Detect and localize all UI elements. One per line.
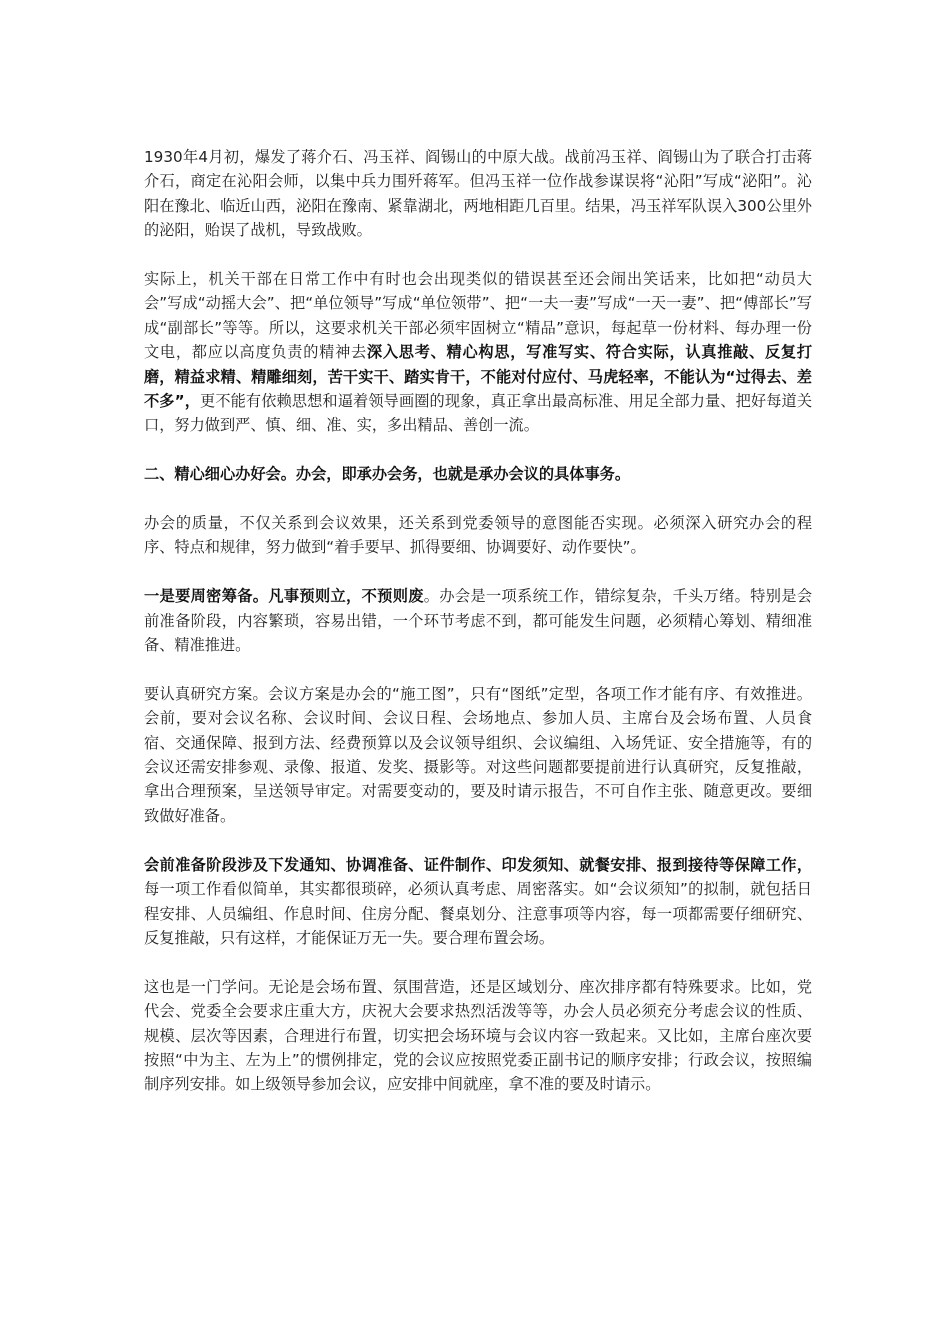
paragraph-pre-meeting-tasks <box>144 853 812 951</box>
text-run: 更不能有依赖思想和逼着领导画圈的现象，真正拿出最高标准、用足全部力量、把好每道关口，努力做到严、慎、细、准、实，多出精品、善创一流。 <box>144 392 813 435</box>
section-heading-text: 二、精心细心办好会。办会，即承办会务，也就是承办会议的具体事务。 <box>144 465 630 484</box>
paragraph-central-plains-war <box>144 145 812 243</box>
text-run: 1930年4月初，爆发了蒋介石、冯玉祥、阎锡山的中原大战。战前冯玉祥、阎锡山为了联合打击蒋介石，商定在沁阳会师，以集中兵力围歼蒋军。但冯玉祥一位作战参谋误将“沁阳”写成“泌阳”。沁阳在豫北、临近山西，泌阳在豫南、紧靠湖北，两地相距几百里。结果，冯玉祥军队误入300公里外的泌阳，贻误了战机，导致战败。 <box>144 148 812 240</box>
text-run-bold: 会前准备阶段涉及下发通知、协调准备、证件制作、印发须知、就餐安排、报到接待等保障工作， <box>144 855 812 874</box>
document-body <box>144 145 812 1121</box>
text-run: 这也是一门学问。无论是会场布置、氛围营造，还是区域划分、座次排序都有特殊要求。比如，党代会、党委全会要求庄重大方，庆祝大会要求热烈活泼等等，办会人员必须充分考虑会议的性质、规模、层次等因素，合理进行布置，切实把会场环境与会议内容一致起来。又比如，主席台座次要按照“中为主、左为上”的惯例排定，党的会议应按照党委正副书记的顺序安排；行政会议，按照编制序列安排。如上级领导参加会议，应安排中间就座，拿不准的要及时请示。 <box>144 977 812 1094</box>
text-run: 办会的质量，不仅关系到会议效果，还关系到党委领导的意图能否实现。必须深入研究办会的程序、特点和规律，努力做到“着手要早、抓得要细、协调要好、动作要快”。 <box>144 514 812 557</box>
paragraph-meeting-quality <box>144 511 812 560</box>
paragraph-quality-awareness <box>144 267 812 438</box>
text-run: 每一项工作看似简单，其实都很琐碎，必须认真考虑、周密落实。如“会议须知”的拟制，就包括日程安排、人员编组、作息时间、住房分配、餐桌划分、注意事项等内容，每一项都需要仔细研究、反复推敲，只有这样，才能保证万无一失。要合理布置会场。 <box>144 880 812 947</box>
section-heading-meetings <box>144 462 812 486</box>
text-run: 。办会是一项系统工作，错综复杂，千头万绪。特别是会前准备阶段，内容繁琐，容易出错，一个环节考虑不到，都可能发生问题，必须精心筹划、精细准备、精准推进。 <box>144 587 813 655</box>
text-run-bold: 深入思考、精心构思，写准写实、符合实际，认真推敲、反复打磨，精益求精、精雕细刻，苦干实干、踏实肯干，不能对付应付、马虎轻率，不能认为“过得去、差不多”， <box>144 343 813 411</box>
paragraph-careful-preparation <box>144 584 812 657</box>
text-run-bold: 一是要周密筹备。凡事预则立，不预则废 <box>144 587 424 606</box>
paragraph-venue-layout <box>144 975 812 1097</box>
paragraph-study-plan <box>144 682 812 828</box>
text-run: 实际上，机关干部在日常工作中有时也会出现类似的错误甚至还会闹出笑话来，比如把“动员大会”写成“动摇大会”、把“单位领导”写成“单位领带”、把“一夫一妻”写成“一天一妻”、把“傅部长”写成“副部长”等等。所以，这要求机关干部必须牢固树立“精品”意识，每起草一份材料、每办理一份文电，都应以高度负责的精神去 <box>144 270 812 362</box>
text-run: 要认真研究方案。会议方案是办会的“施工图”，只有“图纸”定型，各项工作才能有序、有效推进。会前，要对会议名称、会议时间、会议日程、会场地点、参加人员、主席台及会场布置、人员食宿、交通保障、报到方法、经费预算以及会议领导组织、会议编组、入场凭证、安全措施等，有的会议还需安排参观、录像、报道、发奖、摄影等。对这些问题都要提前进行认真研究，反复推敲，拿出合理预案，呈送领导审定。对需要变动的，要及时请示报告，不可自作主张、随意更改。要细致做好准备。 <box>144 684 812 825</box>
